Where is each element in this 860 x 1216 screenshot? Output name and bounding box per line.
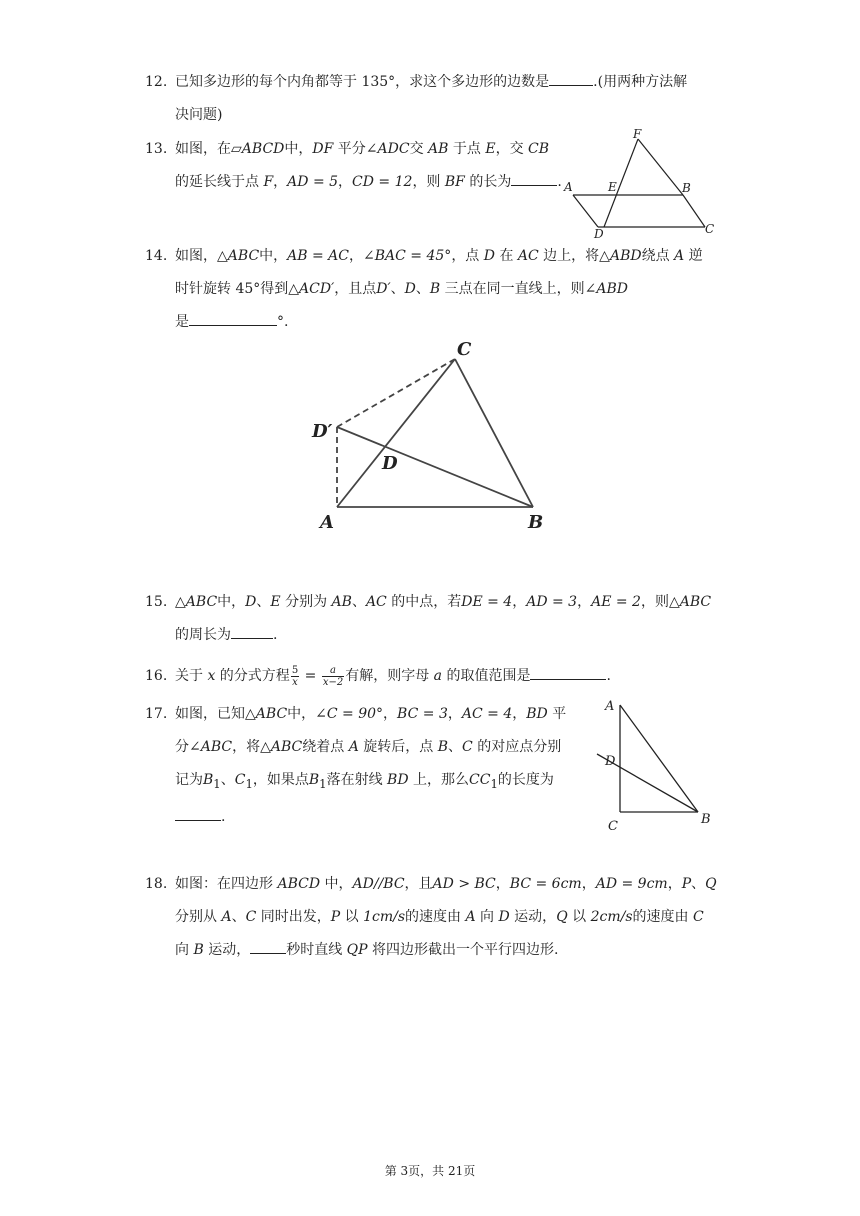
question-12: 12. 已知多边形的每个内角都等于 135°，求这个多边形的边数是 .(用两种方法解 决问题) [145, 66, 687, 132]
question-text: 决问题) [175, 107, 223, 123]
figure-13 [560, 125, 720, 240]
label-f: F [633, 127, 642, 141]
question-16: 16. 关于 x 的分式方程 $\frac{5}{x}$ = $\frac{a}{x-2}$ 有解，则字母 a 的取值范围是 . [145, 660, 611, 693]
question-number: 12. [145, 74, 168, 90]
fraction-5-over-x: $\frac{5}{x}$ [291, 664, 299, 688]
figure-14 [300, 335, 570, 535]
segment-bc [455, 359, 533, 507]
question-number: 13. [145, 141, 168, 157]
question-text: 已知多边形的每个内角都等于 135°，求这个多边形的边数是 [175, 74, 550, 90]
label-c: C [608, 819, 618, 834]
segment-bf [638, 139, 683, 195]
figure-17 [595, 692, 725, 842]
question-14: 14. 如图，△ABC中，AB = AC，∠BAC = 45°，点 D 在 AC 边上，将△ABD绕点 A 逆 时针旋转 45°得到△ACD′，且点D′、D、B 三点在同一直线上，则∠ABD 是 °. [145, 240, 703, 339]
question-15: 15. △ABC中，D、E 分别为 AB、AC 的中点，若DE = 4，AD = 3，AE = 2，则△ABC 的周长为 . [145, 586, 711, 652]
label-a: A [605, 699, 615, 714]
question-number: 16. [145, 668, 168, 684]
label-e: E [608, 180, 617, 194]
question-17: 17. 如图，已知△ABC中，∠C = 90°，BC = 3，AC = 4，BD 平 分∠ABC，将△ABC绕着点 A 旋转后，点 B、C 的对应点分别 记为$B_1$、$C_1$，如果点$B_1$落在射线 BD 上，那么$CC_1$的长度为 . [145, 698, 566, 834]
label-c: C [457, 339, 472, 360]
segment-cd-prime [337, 359, 455, 427]
parallelogram-icon: ▱ [231, 141, 242, 157]
question-18: 18. 如图：在四边形 ABCD 中，AD//BC，且AD > BC，BC = 6cm，AD = 9cm，P、Q 分别从 A、C 同时出发，P 以 1cm/s的速度由 A 向 D 运动，Q 以 2cm/s的速度由 C 向 B 运动， 秒时直线 QP 将四边形截出一个平行四边形. [145, 868, 717, 967]
label-d-prime: D′ [312, 421, 333, 442]
segment-ad [573, 195, 598, 227]
label-b: B [682, 181, 691, 195]
page-footer: 第 3页，共 21页 [384, 1164, 476, 1178]
answer-blank [530, 665, 606, 680]
question-number: 18. [145, 876, 168, 892]
answer-blank [250, 939, 286, 954]
question-number: 15. [145, 594, 168, 610]
fraction-a-over-x-minus-2: $\frac{a}{x-2}$ [322, 664, 344, 688]
answer-blank [511, 171, 557, 186]
label-a: A [320, 512, 334, 533]
segment-db [337, 427, 533, 507]
label-d: D [382, 453, 398, 474]
answer-blank [231, 624, 273, 639]
answer-blank [549, 71, 593, 86]
answer-blank [189, 311, 277, 326]
label-d: D [605, 754, 616, 769]
label-b: B [701, 812, 711, 827]
segment-ac [337, 359, 455, 507]
segment-bc [683, 195, 705, 227]
label-b: B [528, 512, 544, 533]
label-c: C [705, 222, 715, 236]
question-number: 14. [145, 248, 168, 264]
label-a: A [564, 180, 573, 194]
question-13: 13. 如图，在▱ABCD中，DF 平分∠ADC交 AB 于点 E，交 CB 的延长线于点 F，AD = 5，CD = 12，则 BF 的长为 . [145, 133, 562, 199]
segment-ab [620, 705, 698, 812]
label-d: D [594, 227, 604, 240]
answer-blank [175, 806, 221, 821]
question-number: 17. [145, 706, 168, 722]
